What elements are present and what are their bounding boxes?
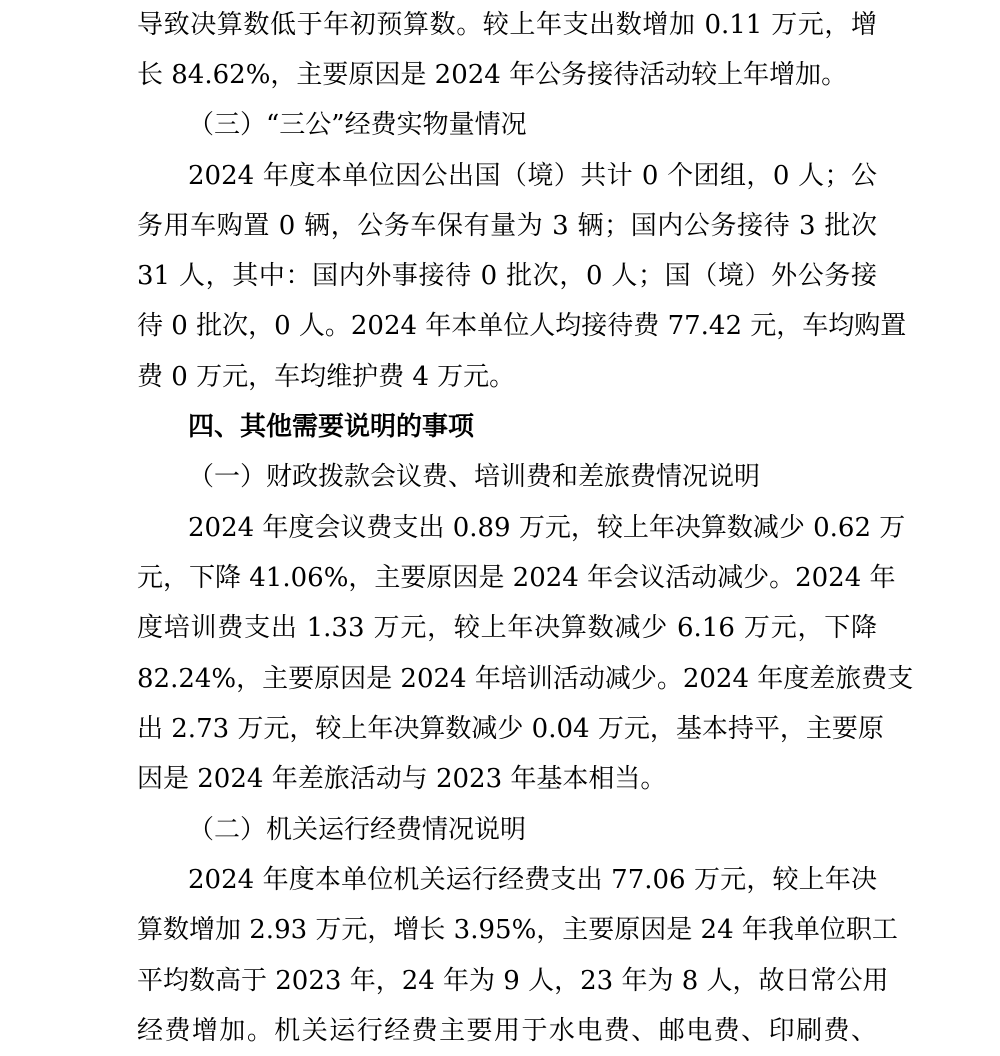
section-heading: （二）机关运行经费情况说明: [188, 815, 527, 845]
body-text-line: 82.24%，主要原因是 2024 年培训活动减少。2024 年度差旅费支: [137, 664, 914, 694]
body-text-line: 待 0 批次，0 人。2024 年本单位人均接待费 77.42 元，车均购置: [137, 311, 907, 341]
body-text-line: 2024 年度本单位因公出国（境）共计 0 个团组，0 人；公: [188, 161, 877, 191]
body-text-line: 费 0 万元，车均维护费 4 万元。: [137, 362, 516, 392]
section-heading: （三）“三公”经费实物量情况: [188, 110, 527, 140]
section-heading-bold: 四、其他需要说明的事项: [188, 412, 475, 442]
body-text-line: 出 2.73 万元，较上年决算数减少 0.04 万元，基本持平，主要原: [137, 714, 884, 744]
body-text-line: 度培训费支出 1.33 万元，较上年决算数减少 6.16 万元，下降: [137, 613, 877, 643]
body-text-line: 导致决算数低于年初预算数。较上年支出数增加 0.11 万元，增: [137, 10, 877, 40]
body-text-line: 长 84.62%，主要原因是 2024 年公务接待活动较上年增加。: [137, 60, 848, 90]
body-text-line: 元，下降 41.06%，主要原因是 2024 年会议活动减少。2024 年: [137, 563, 896, 593]
body-text-line: 31 人，其中：国内外事接待 0 批次，0 人；国（境）外公务接: [137, 261, 877, 291]
section-heading: （一）财政拨款会议费、培训费和差旅费情况说明: [188, 462, 761, 492]
body-text-line: 因是 2024 年差旅活动与 2023 年基本相当。: [137, 764, 667, 794]
body-text-line: 务用车购置 0 辆，公务车保有量为 3 辆；国内公务接待 3 批次: [137, 211, 877, 241]
body-text-line: 平均数高于 2023 年，24 年为 9 人，23 年为 8 人，故日常公用: [137, 966, 889, 996]
body-text-line: 2024 年度本单位机关运行经费支出 77.06 万元，较上年决: [188, 865, 877, 895]
body-text-line: 算数增加 2.93 万元，增长 3.95%，主要原因是 24 年我单位职工: [137, 915, 898, 945]
body-text-line: 经费增加。机关运行经费主要用于水电费、邮电费、印刷费、: [137, 1016, 877, 1046]
body-text-line: 2024 年度会议费支出 0.89 万元，较上年决算数减少 0.62 万: [188, 513, 906, 543]
